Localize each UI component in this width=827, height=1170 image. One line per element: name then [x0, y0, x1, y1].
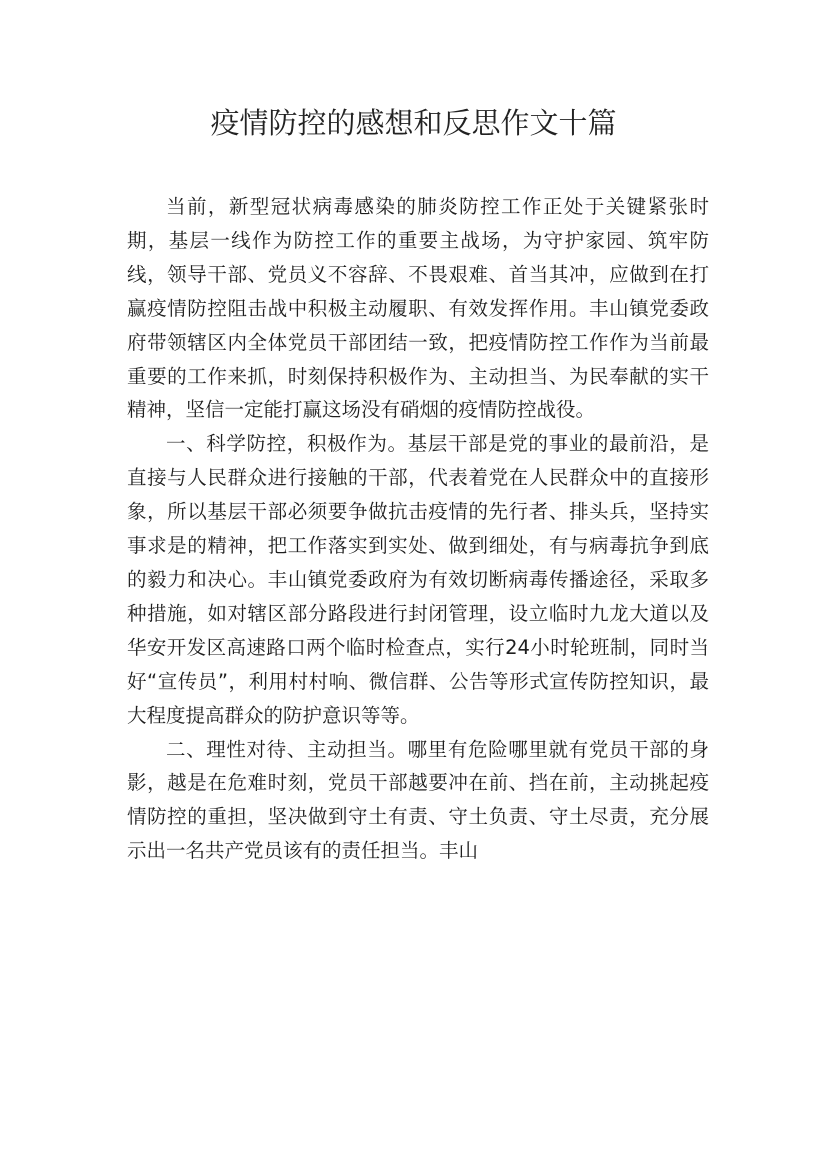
document-body: [127, 190, 709, 868]
paragraph-intro: 当前，新型冠状病毒感染的肺炎防控工作正处于关键紧张时期，基层一线作为防控工作的重要主战场，为守护家园、筑牢防线，领导干部、党员义不容辞、不畏艰难、首当其冲，应做到在打赢疫情防控阻击战中积极主动履职、有效发挥作用。丰山镇党委政府带领辖区内全体党员干部团结一致，把疫情防控工作作为当前最重要的工作来抓，时刻保持积极作为、主动担当、为民奉献的实干精神，坚信一定能打赢这场没有硝烟的疫情防控战役。: [127, 195, 709, 422]
paragraph-section-2: 二、理性对待、主动担当。哪里有危险哪里就有党员干部的身影，越是在危难时刻，党员干部越要冲在前、挡在前，主动挑起疫情防控的重担，坚决做到守土有责、守土负责、守土尽责，充分展示出一名共产党员该有的责任担当。丰山: [127, 737, 709, 863]
paragraph-section-1: 一、科学防控，积极作为。基层干部是党的事业的最前沿，是直接与人民群众进行接触的干部，代表着党在人民群众中的直接形象，所以基层干部必须要争做抗击疫情的先行者、排头兵，坚持实事求是的精神，把工作落实到实处、做到细处，有与病毒抗争到底的毅力和决心。丰山镇党委政府为有效切断病毒传播途径，采取多种措施，如对辖区部分路段进行封闭管理，设立临时九龙大道以及华安开发区高速路口两个临时检查点，实行24小时轮班制，同时当好“宣传员”，利用村村响、微信群、公告等形式宣传防控知识，最大程度提高群众的防护意识等等。: [127, 432, 709, 727]
document-title: 疫情防控的感想和反思作文十篇: [210, 106, 617, 140]
